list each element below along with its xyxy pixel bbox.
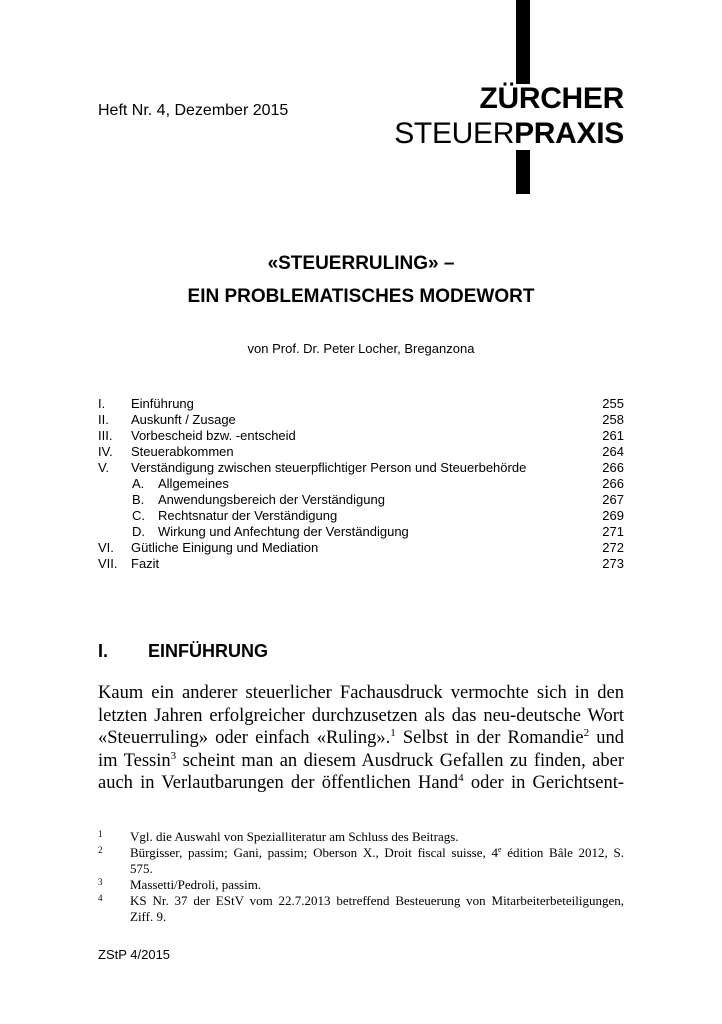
toc-label: Anwendungsbereich der Verständigung [158,492,385,507]
footnote-text: Massetti/Pedroli, passim. [130,877,262,892]
body-line [98,772,624,795]
toc-page: 258 [602,412,624,427]
logo-bar-bottom [516,150,530,194]
toc-row [98,524,624,540]
journal-logo-line1: ZÜRCHER [479,82,624,115]
toc-number: VII. [98,556,118,571]
toc-page: 261 [602,428,624,443]
toc-number: I. [98,396,106,411]
footnote [98,845,624,877]
toc-row [98,508,624,524]
footnote-number: 2 [98,845,103,855]
toc-number: IV. [98,444,113,459]
toc-label: Steuerabkommen [131,444,234,459]
logo-bar-top [516,0,530,84]
toc-label: Fazit [131,556,160,571]
footnotes [98,829,624,925]
toc-page: 272 [602,540,624,555]
toc-row [98,396,624,412]
footnote-text: KS Nr. 37 der EStV vom 22.7.2013 betreffend Besteuerung von Mitarbeiterbeteiligungen, [130,893,624,908]
footnote-text: 575. [130,861,153,876]
toc-number: C. [132,508,145,523]
table-of-contents [98,396,624,572]
toc-number: D. [132,524,145,539]
toc-label: Einführung [131,396,194,411]
toc-row [98,444,624,460]
toc-label: Auskunft / Zusage [131,412,236,427]
footnote [98,893,624,925]
toc-row [98,460,624,476]
body-text: scheint man an diesem Ausdruck Gefallen zu finden, aber [176,750,624,771]
toc-page: 264 [602,444,624,459]
superscript: e [497,845,502,854]
body-line: Kaum ein anderer steuerlicher Fachausdruck vermochte sich in den [98,683,624,703]
footnote-ref[interactable]: 2 [583,727,590,739]
toc-row [98,412,624,428]
section-title: EINFÜHRUNG [148,641,268,661]
toc-number: VI. [98,540,114,555]
toc-label: Gütliche Einigung und Mediation [131,540,319,555]
toc-number: II. [98,412,109,427]
body-text: Selbst in der Romandie [395,728,584,748]
toc-label: Wirkung und Anfechtung der Verständigung [158,524,409,539]
body-text: im Tessin [98,750,171,771]
toc-label: Rechtsnatur der Verständigung [158,508,338,523]
section-number: I. [98,641,109,661]
body-line: letzten Jahren erfolgreicher durchzusetzen als das neu-deutsche Wort [98,705,624,726]
toc-label: Allgemeines [158,476,229,491]
page-footer: ZStP 4/2015 [98,947,171,962]
toc-page: 266 [602,476,624,491]
toc-row [98,476,624,492]
body-text: oder in Gerichtsent- [463,773,624,793]
footnote-ref[interactable]: 3 [170,749,177,762]
toc-page: 255 [602,396,624,411]
footnote-ref[interactable]: 1 [390,727,396,739]
body-text: auch in Verlautbarungen der öffentlichen Hand [98,773,459,793]
footnote [98,877,624,893]
footnote-text [130,845,624,861]
article-title-line1: «STEUERRULING» – [267,253,455,274]
logo-light-part: STEUER [394,117,515,150]
footnote-number: 1 [98,829,103,839]
article-author: von Prof. Dr. Peter Locher, Breganzona [247,341,475,356]
article-title-line2: EIN PROBLEMATISCHES MODEWORT [187,286,535,307]
journal-logo-line2 [394,117,624,151]
footnote-text: Ziff. 9. [130,909,167,924]
toc-number: V. [98,460,110,475]
toc-number: A. [132,476,145,491]
footnote-text-part: Bürgisser, passim; Gani, passim; Oberson X., Droit fiscal suisse, 4 [130,845,498,860]
body-text: «Steuerruling» oder einfach «Ruling». [98,728,391,748]
toc-label: Vorbescheid bzw. -entscheid [131,428,296,443]
footnote-ref[interactable]: 4 [458,772,464,784]
footnote-number: 4 [98,893,103,903]
toc-label: Verständigung zwischen steuerpflichtiger Person und Steuerbehörde [131,460,527,475]
body-text: und [589,728,624,748]
footnote-text-part: édition Bâle 2012, S. [501,845,624,860]
body-paragraph [98,682,624,795]
toc-page: 273 [602,556,624,571]
footnote [98,829,624,845]
footnote-number: 3 [98,877,103,887]
body-line [98,727,624,750]
logo-bold-part: PRAXIS [514,117,624,150]
toc-page: 267 [602,492,624,507]
toc-row [98,428,624,444]
body-line [98,750,624,773]
toc-page: 266 [602,460,624,475]
issue-info: Heft Nr. 4, Dezember 2015 [98,102,289,119]
toc-row [98,556,624,572]
toc-number: B. [132,492,145,507]
footnote-text: Vgl. die Auswahl von Spezialliteratur am Schluss des Beitrags. [130,829,459,844]
toc-page: 271 [602,524,624,539]
toc-number: III. [98,428,113,443]
toc-row [98,492,624,508]
toc-row [98,540,624,556]
toc-page: 269 [602,508,624,523]
